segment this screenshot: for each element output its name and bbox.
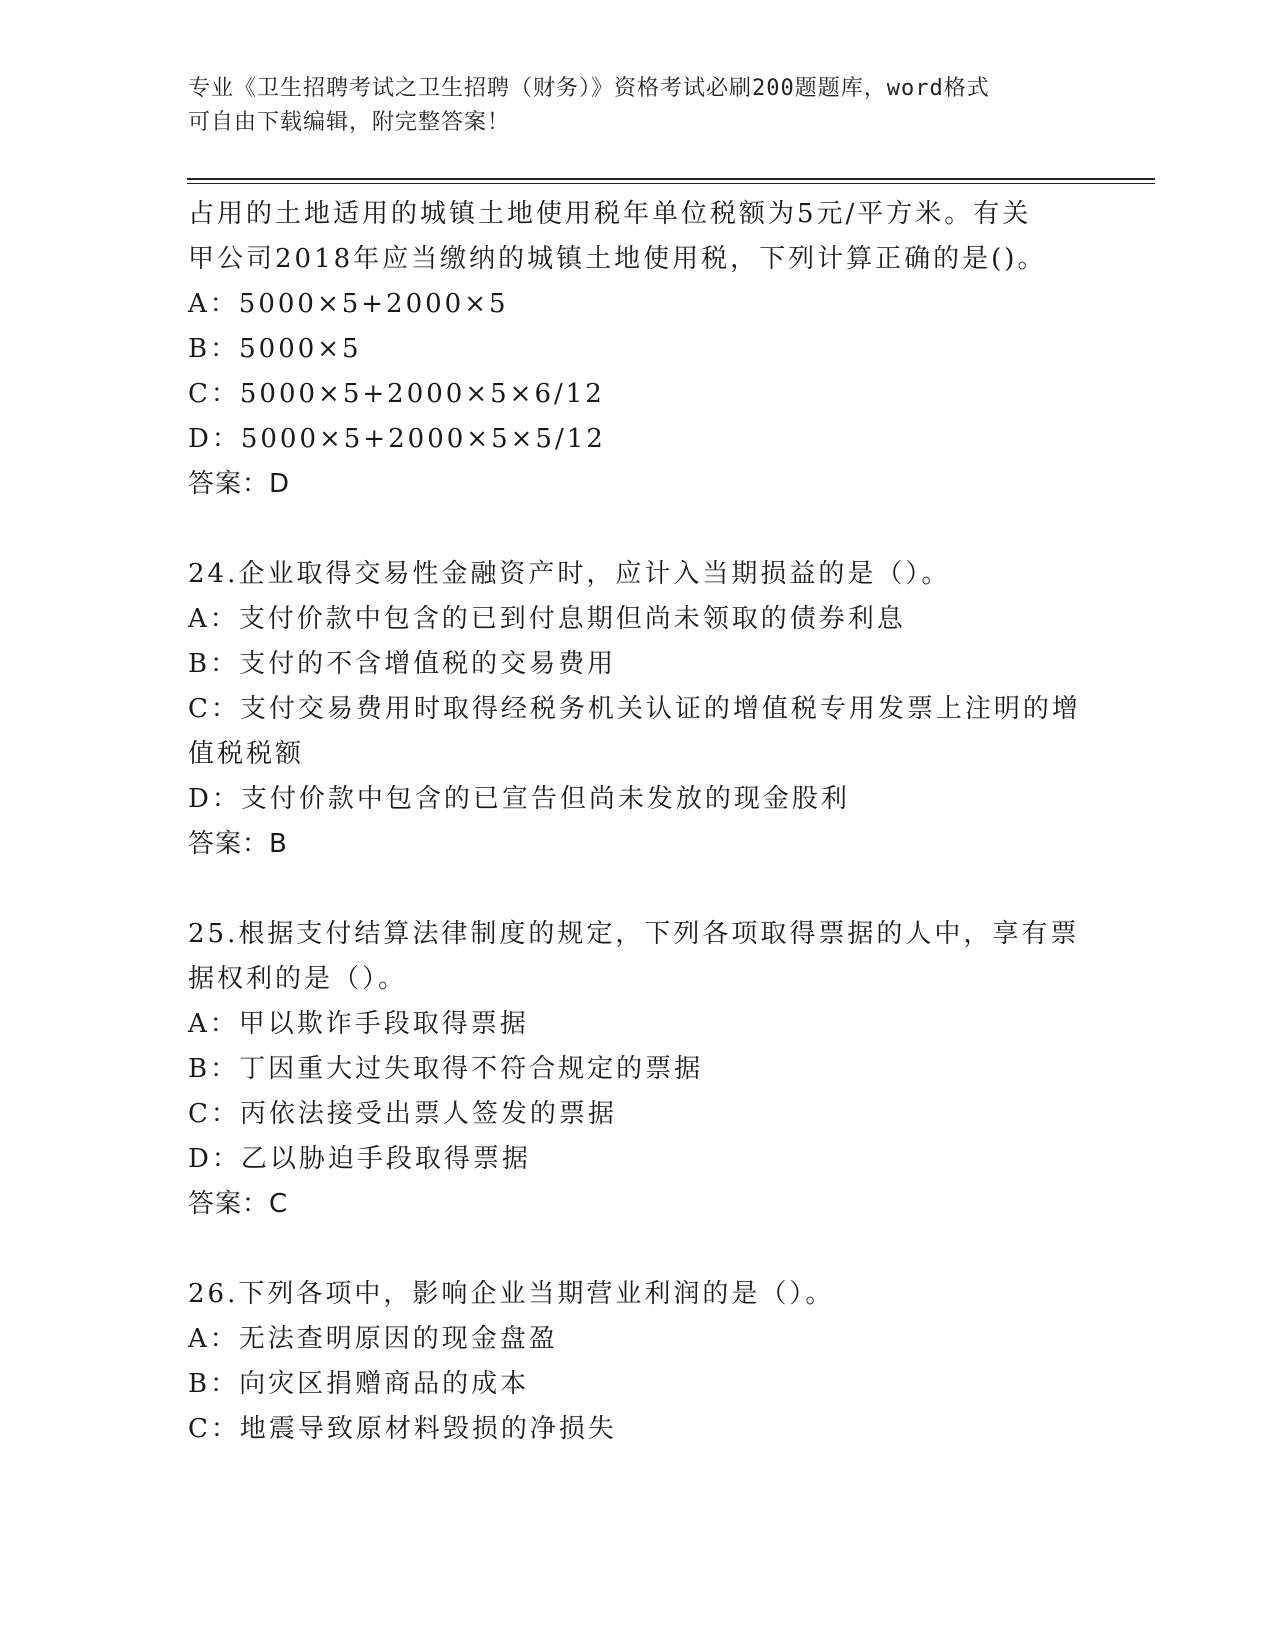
option-d: D：支付价款中包含的已宣告但尚未发放的现金股利 (188, 784, 850, 814)
option-c: C：支付交易费用时取得经税务机关认证的增值税专用发票上注明的增 (188, 694, 1081, 724)
option-a: A：支付价款中包含的已到付息期但尚未领取的债券利息 (188, 604, 906, 634)
question-stem-line: 占用的土地适用的城镇土地使用税年单位税额为5元/平方米。有关 (188, 199, 1032, 229)
question-stem-line: 26.下列各项中，影响企业当期营业利润的是（）。 (188, 1279, 835, 1309)
option-b: B：丁因重大过失取得不符合规定的票据 (188, 1054, 704, 1084)
header-title-line-1: 专业《卫生招聘考试之卫生招聘（财务）》资格考试必刷200题题库，word格式 (188, 76, 990, 101)
question-spacer (188, 1227, 1088, 1272)
option-c: C：5000×5+2000×5×6/12 (188, 379, 605, 409)
question-list (188, 192, 1088, 1452)
question-25 (188, 912, 1088, 1227)
option-c: C：丙依法接受出票人签发的票据 (188, 1099, 617, 1129)
option-a: A：5000×5+2000×5 (188, 289, 509, 319)
header-divider-thin (187, 183, 1155, 184)
answer-line: 答案：C (188, 1189, 289, 1219)
option-d: D：乙以胁迫手段取得票据 (188, 1144, 531, 1174)
option-b: B：5000×5 (188, 334, 362, 364)
header-divider-thick (187, 178, 1155, 180)
question-spacer (188, 867, 1088, 912)
option-c: C：地震导致原材料毁损的净损失 (188, 1414, 617, 1444)
question-23 (188, 192, 1088, 507)
header-title-line-2: 可自由下载编辑，附完整答案！ (188, 110, 511, 135)
question-stem-line: 据权利的是（）。 (188, 964, 408, 994)
answer-line: 答案：D (188, 469, 291, 499)
question-stem-line: 25.根据支付结算法律制度的规定，下列各项取得票据的人中，享有票 (188, 919, 1080, 949)
option-a: A：甲以欺诈手段取得票据 (188, 1009, 529, 1039)
answer-line: 答案：B (188, 829, 288, 859)
option-b: B：支付的不含增值税的交易费用 (188, 649, 617, 679)
document-header (188, 72, 1068, 140)
option-d: D：5000×5+2000×5×5/12 (188, 424, 606, 454)
question-24 (188, 552, 1088, 867)
option-c-continuation: 值税税额 (188, 739, 305, 769)
question-stem-line: 甲公司2018年应当缴纳的城镇土地使用税，下列计算正确的是()。 (188, 244, 1047, 274)
option-b: B：向灾区捐赠商品的成本 (188, 1369, 530, 1399)
question-spacer (188, 507, 1088, 552)
question-stem-line: 24.企业取得交易性金融资产时，应计入当期损益的是（）。 (188, 559, 951, 589)
question-26 (188, 1272, 1088, 1452)
option-a: A：无法查明原因的现金盘盈 (188, 1324, 558, 1354)
